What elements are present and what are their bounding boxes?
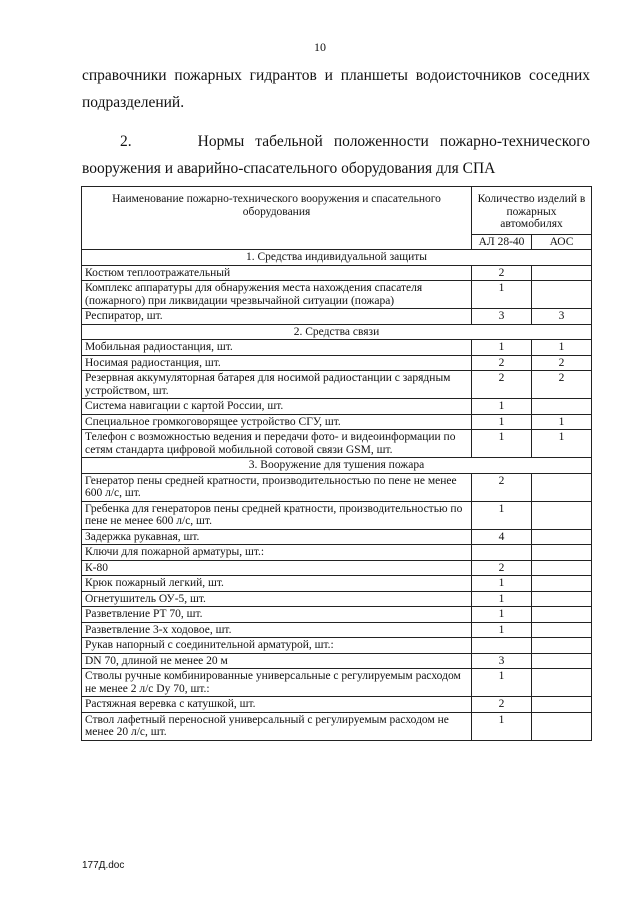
table-row <box>82 529 592 545</box>
qty-al-28-40: 1 <box>472 430 532 458</box>
qty-al-28-40: 3 <box>472 653 532 669</box>
qty-aos <box>532 545 592 561</box>
item-name: Респиратор, шт. <box>82 309 472 325</box>
qty-aos <box>532 697 592 713</box>
section-title-line2: вооружения и аварийно-спасательного оборудования для СПА <box>82 160 496 177</box>
item-name: Стволы ручные комбинированные универсальные с регулируемым расходом не менее 2 л/с Dy 70, шт.: <box>82 669 472 697</box>
qty-aos <box>532 607 592 623</box>
table-row <box>82 712 592 740</box>
table-row <box>82 591 592 607</box>
item-name: DN 70, длиной не менее 20 м <box>82 653 472 669</box>
header-al-28-40: АЛ 28-40 <box>472 234 532 250</box>
item-name: Ключи для пожарной арматуры, шт.: <box>82 545 472 561</box>
table-row <box>82 545 592 561</box>
table-row <box>82 622 592 638</box>
qty-al-28-40: 1 <box>472 607 532 623</box>
table-row <box>82 399 592 415</box>
qty-al-28-40 <box>472 545 532 561</box>
qty-al-28-40: 1 <box>472 591 532 607</box>
item-name: Растяжная веревка с катушкой, шт. <box>82 697 472 713</box>
qty-aos <box>532 591 592 607</box>
item-name: К-80 <box>82 560 472 576</box>
page-number: 10 <box>314 40 326 54</box>
qty-aos <box>532 712 592 740</box>
equipment-table <box>81 186 592 741</box>
section-title-line1 <box>82 128 590 155</box>
qty-aos <box>532 576 592 592</box>
table-row <box>82 638 592 654</box>
qty-aos <box>532 281 592 309</box>
header-quantity: Количество изделий в пожарных автомобилях <box>472 187 592 235</box>
table-section-row <box>82 250 592 266</box>
table-row <box>82 309 592 325</box>
table-row <box>82 669 592 697</box>
qty-al-28-40: 1 <box>472 501 532 529</box>
qty-al-28-40: 2 <box>472 473 532 501</box>
qty-aos <box>532 622 592 638</box>
section-heading: 3. Вооружение для тушения пожара <box>82 458 592 474</box>
qty-aos <box>532 399 592 415</box>
item-name: Гребенка для генераторов пены средней кратности, производительностью по пене не менее 600 л/с, шт. <box>82 501 472 529</box>
section-title <box>82 128 590 182</box>
qty-al-28-40: 1 <box>472 281 532 309</box>
qty-aos: 1 <box>532 340 592 356</box>
item-name: Мобильная радиостанция, шт. <box>82 340 472 356</box>
qty-al-28-40: 1 <box>472 622 532 638</box>
qty-aos: 2 <box>532 371 592 399</box>
intro-paragraph: справочники пожарных гидрантов и планшеты водоисточников соседних подразделений. <box>82 67 590 111</box>
table-section-row <box>82 324 592 340</box>
item-name: Огнетушитель ОУ-5, шт. <box>82 591 472 607</box>
section-title-text: Нормы табельной положенности пожарно-технического <box>197 133 590 150</box>
qty-aos: 1 <box>532 430 592 458</box>
qty-aos: 3 <box>532 309 592 325</box>
footer-filename: 177Д.doc <box>82 860 125 871</box>
qty-aos <box>532 473 592 501</box>
table-row <box>82 607 592 623</box>
table-row <box>82 560 592 576</box>
qty-al-28-40: 2 <box>472 560 532 576</box>
qty-aos <box>532 653 592 669</box>
section-number: 2. <box>120 133 132 150</box>
item-name: Носимая радиостанция, шт. <box>82 355 472 371</box>
qty-al-28-40: 1 <box>472 669 532 697</box>
item-name: Комплекс аппаратуры для обнаружения места нахождения спасателя (пожарного) при ликвидации чрезвычайной ситуации (пожара) <box>82 281 472 309</box>
item-name: Рукав напорный с соединительной арматурой, шт.: <box>82 638 472 654</box>
table-row <box>82 281 592 309</box>
qty-al-28-40: 1 <box>472 340 532 356</box>
item-name: Система навигации с картой России, шт. <box>82 399 472 415</box>
qty-al-28-40: 1 <box>472 712 532 740</box>
section-heading: 1. Средства индивидуальной защиты <box>82 250 592 266</box>
qty-aos <box>532 638 592 654</box>
table-row <box>82 340 592 356</box>
qty-al-28-40: 1 <box>472 576 532 592</box>
table-row <box>82 414 592 430</box>
table-row <box>82 265 592 281</box>
table-row <box>82 371 592 399</box>
table-row <box>82 653 592 669</box>
table-row <box>82 697 592 713</box>
qty-aos <box>532 560 592 576</box>
qty-aos <box>532 265 592 281</box>
qty-al-28-40 <box>472 638 532 654</box>
qty-al-28-40: 3 <box>472 309 532 325</box>
table-body <box>82 250 592 741</box>
table-section-row <box>82 458 592 474</box>
qty-al-28-40: 2 <box>472 371 532 399</box>
item-name: Телефон с возможностью ведения и передачи фото- и видеоинформации по сетям стандарта цифровой мобильной сотовой связи GSM, шт. <box>82 430 472 458</box>
qty-aos <box>532 669 592 697</box>
table-row <box>82 430 592 458</box>
item-name: Крюк пожарный легкий, шт. <box>82 576 472 592</box>
table-row <box>82 355 592 371</box>
item-name: Разветвление РТ 70, шт. <box>82 607 472 623</box>
header-aos: АОС <box>532 234 592 250</box>
section-heading: 2. Средства связи <box>82 324 592 340</box>
qty-al-28-40: 2 <box>472 265 532 281</box>
item-name: Резервная аккумуляторная батарея для носимой радиостанции с зарядным устройством, шт. <box>82 371 472 399</box>
table-row <box>82 501 592 529</box>
qty-al-28-40: 1 <box>472 399 532 415</box>
qty-aos: 2 <box>532 355 592 371</box>
qty-aos <box>532 501 592 529</box>
qty-aos <box>532 529 592 545</box>
qty-al-28-40: 2 <box>472 355 532 371</box>
table-row <box>82 473 592 501</box>
item-name: Специальное громкоговорящее устройство СГУ, шт. <box>82 414 472 430</box>
item-name: Костюм теплоотражательный <box>82 265 472 281</box>
item-name: Задержка рукавная, шт. <box>82 529 472 545</box>
qty-al-28-40: 2 <box>472 697 532 713</box>
qty-al-28-40: 1 <box>472 414 532 430</box>
item-name: Ствол лафетный переносной универсальный с регулируемым расходом не менее 20 л/с, шт. <box>82 712 472 740</box>
qty-aos: 1 <box>532 414 592 430</box>
table-row <box>82 576 592 592</box>
header-name: Наименование пожарно-технического вооружения и спасательного оборудования <box>82 187 472 250</box>
item-name: Разветвление 3-х ходовое, шт. <box>82 622 472 638</box>
item-name: Генератор пены средней кратности, производительностью по пене не менее 600 л/с, шт. <box>82 473 472 501</box>
qty-al-28-40: 4 <box>472 529 532 545</box>
